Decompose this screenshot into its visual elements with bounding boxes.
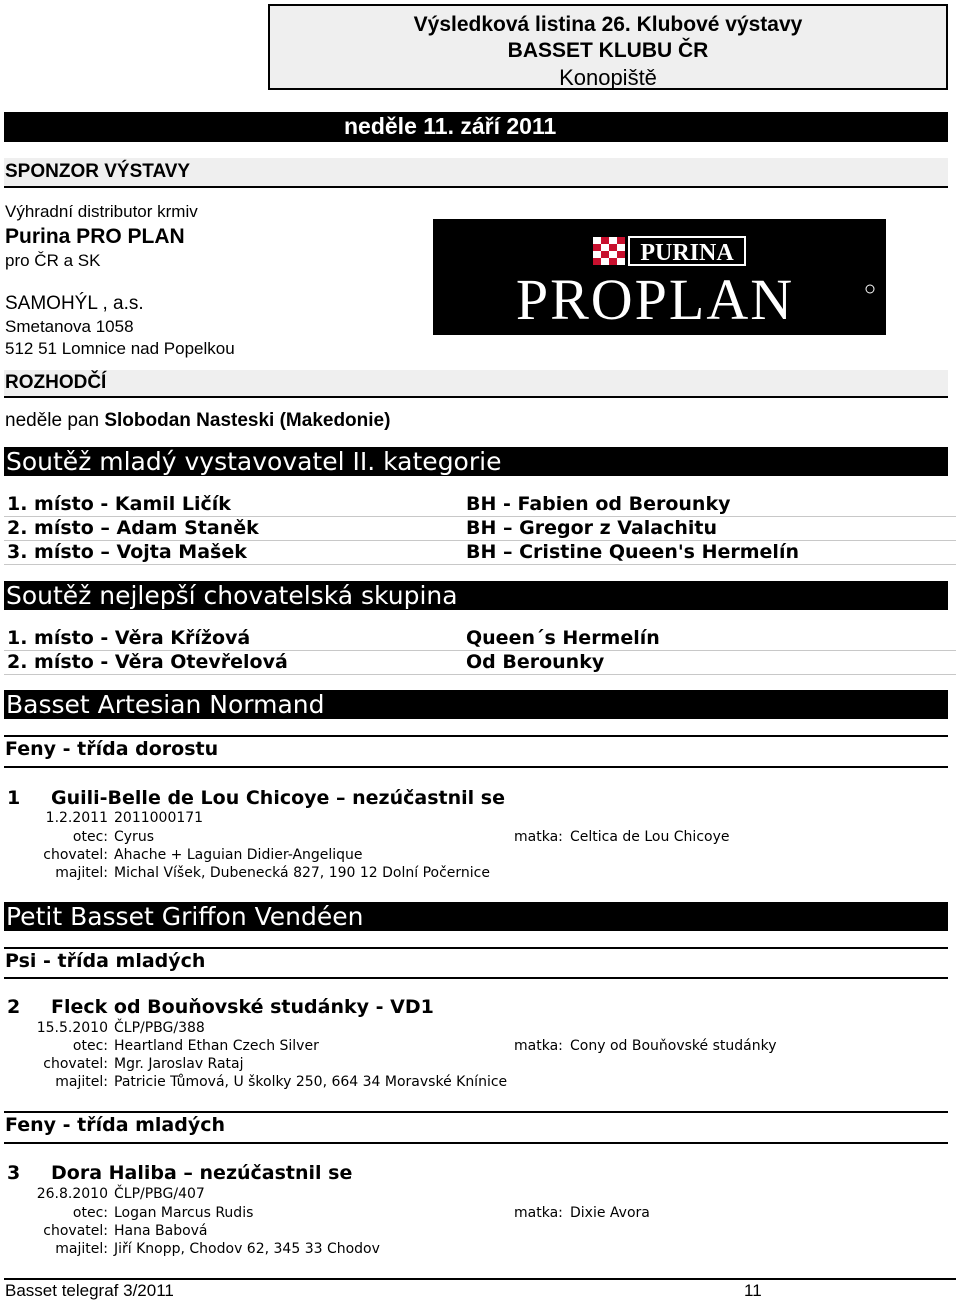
breed-name: Petit Basset Griffon Vendéen	[6, 902, 364, 931]
owner-label: majitel:	[55, 865, 108, 881]
breeder-place-2: 2. místo - Věra Otevřelová	[7, 651, 288, 673]
logo-purina-text: PURINA	[640, 240, 734, 266]
junior-handler-heading: Soutěž mladý vystavovatel II. kategorie	[6, 447, 502, 476]
sponsor-city: 512 51 Lomnice nad Popelkou	[5, 339, 235, 358]
class-divider	[4, 1142, 948, 1144]
breeder-kennel-1: Queen´s Hermelín	[466, 627, 660, 649]
class-divider	[4, 947, 948, 949]
junior-dog-1: BH - Fabien od Berounky	[466, 493, 731, 515]
breed-header	[4, 902, 948, 931]
breeder-label: chovatel:	[43, 847, 108, 863]
junior-dog-2: BH – Gregor z Valachitu	[466, 517, 718, 539]
dog-birth: 15.5.2010	[36, 1020, 108, 1036]
judge-line	[5, 410, 390, 432]
class-divider	[4, 735, 948, 737]
breeder-label: chovatel:	[43, 1223, 108, 1239]
purina-proplan-logo	[433, 219, 886, 335]
venue: Konopiště	[559, 65, 657, 90]
dam-label: matka:	[514, 1038, 563, 1054]
breeder-kennel-2: Od Berounky	[466, 651, 605, 673]
dam-name: Celtica de Lou Chicoye	[570, 829, 730, 845]
page-subtitle: BASSET KLUBU ČR	[507, 39, 709, 62]
logo-graphic	[433, 219, 886, 335]
sponsor-section-bar	[4, 158, 948, 188]
footer-divider	[4, 1278, 956, 1280]
dog-title: Guili-Belle de Lou Chicoye – nezúčastnil se	[51, 787, 505, 809]
row-divider	[4, 564, 956, 565]
breeder-name: Ahache + Laguian Didier-Angelique	[114, 847, 363, 863]
page-number: 11	[744, 1281, 762, 1300]
dog-number: 3	[7, 1162, 21, 1184]
title-box	[268, 4, 948, 90]
sponsor-brand: Purina PRO PLAN	[5, 225, 185, 248]
checkerboard-icon	[593, 237, 625, 265]
sire-label: otec:	[72, 1038, 108, 1054]
junior-handler-header	[4, 447, 948, 476]
sponsor-company: SAMOHÝL , a.s.	[5, 293, 144, 314]
breeder-name: Hana Babová	[114, 1223, 208, 1239]
row-divider	[4, 674, 956, 675]
class-divider	[4, 1111, 948, 1113]
breeder-place-1: 1. místo - Věra Křížová	[7, 627, 251, 649]
owner-label: majitel:	[55, 1241, 108, 1257]
class-heading: Feny - třída mladých	[5, 1114, 226, 1136]
dam-label: matka:	[514, 1205, 563, 1221]
junior-dog-3: BH – Cristine Queen's Hermelín	[466, 541, 799, 563]
judge-name: Slobodan Nasteski (Makedonie)	[104, 410, 391, 431]
logo-proplan-text: PROPLAN	[515, 267, 795, 332]
class-heading: Psi - třída mladých	[5, 950, 206, 972]
breeder-group-header	[4, 581, 948, 610]
junior-place-2: 2. místo – Adam Staněk	[7, 517, 259, 539]
owner-label: majitel:	[55, 1074, 108, 1090]
breeder-name: Mgr. Jaroslav Rataj	[114, 1056, 244, 1072]
dam-name: Dixie Avora	[570, 1205, 650, 1221]
sponsor-line: Výhradní distributor krmiv	[5, 202, 198, 221]
dog-reg: 2011000171	[114, 810, 204, 826]
junior-place-1: 1. místo - Kamil Ličík	[7, 493, 231, 515]
publication-name: Basset telegraf 3/2011	[5, 1281, 174, 1300]
dog-number: 2	[7, 996, 21, 1018]
dog-birth: 1.2.2011	[45, 810, 108, 826]
dog-reg: ČLP/PBG/388	[114, 1020, 205, 1036]
dog-title: Fleck od Bouňovské studánky - VD1	[51, 996, 434, 1018]
breeder-group-heading: Soutěž nejlepší chovatelská skupina	[6, 581, 458, 610]
registered-mark-icon	[866, 285, 874, 293]
class-divider	[4, 977, 948, 979]
junior-place-3: 3. místo – Vojta Mašek	[7, 541, 247, 563]
dog-title: Dora Haliba – nezúčastnil se	[51, 1162, 353, 1184]
page-title: Výsledková listina 26. Klubové výstavy	[413, 13, 803, 36]
breed-name: Basset Artesian Normand	[6, 690, 325, 719]
dam-label: matka:	[514, 829, 563, 845]
dog-number: 1	[7, 787, 21, 809]
owner-name: Jiří Knopp, Chodov 62, 345 33 Chodov	[114, 1241, 380, 1257]
sponsor-heading: SPONZOR VÝSTAVY	[5, 161, 191, 182]
sponsor-street: Smetanova 1058	[5, 317, 134, 336]
owner-name: Michal Víšek, Dubenecká 827, 190 12 Dolní Počernice	[114, 865, 490, 881]
breeder-label: chovatel:	[43, 1056, 108, 1072]
show-date: neděle 11. září 2011	[344, 113, 557, 139]
breed-header	[4, 690, 948, 719]
judge-day: neděle pan	[5, 410, 105, 431]
sire-name: Cyrus	[114, 829, 154, 845]
dam-name: Cony od Bouňovské studánky	[570, 1038, 777, 1054]
class-heading: Feny - třída dorostu	[5, 738, 219, 760]
owner-name: Patricie Tůmová, U školky 250, 664 34 Moravské Knínice	[114, 1074, 508, 1090]
sire-name: Logan Marcus Rudis	[114, 1205, 254, 1221]
dog-birth: 26.8.2010	[36, 1186, 108, 1202]
judges-section-bar	[4, 370, 948, 398]
sponsor-region: pro ČR a SK	[5, 251, 101, 270]
sire-label: otec:	[72, 829, 108, 845]
class-divider	[4, 766, 948, 768]
sire-name: Heartland Ethan Czech Silver	[114, 1038, 319, 1054]
dog-reg: ČLP/PBG/407	[114, 1186, 205, 1202]
date-bar	[4, 112, 948, 142]
sire-label: otec:	[72, 1205, 108, 1221]
judges-heading: ROZHODČÍ	[5, 372, 107, 393]
